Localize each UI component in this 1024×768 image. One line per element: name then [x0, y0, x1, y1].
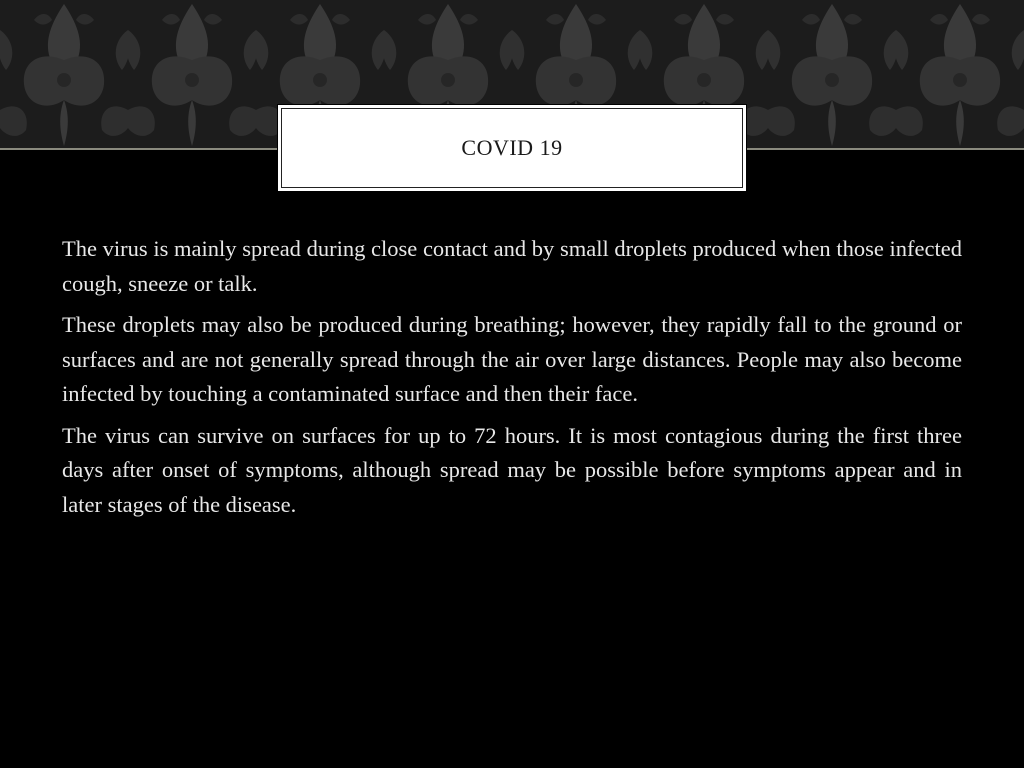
paragraph-2: These droplets may also be produced during breathing; however, they rapidly fall to the ground or surfaces and are not generally spread through the air over large distances. People may also become infected by touching a contaminated surface and then their face. — [62, 312, 962, 406]
paragraph-3: The virus can survive on surfaces for up to 72 hours. It is most contagious during the first three days after onset of symptoms, although spread may be possible before symptoms appear and in later stages of the disease. — [62, 422, 962, 517]
title-box — [277, 104, 747, 192]
slide-body — [62, 232, 962, 529]
title-box-border — [281, 108, 743, 188]
paragraph-1: The virus is mainly spread during close contact and by small droplets produced when those infected cough, sneeze or talk. — [62, 236, 962, 296]
slide-title: COVID 19 — [461, 135, 563, 160]
